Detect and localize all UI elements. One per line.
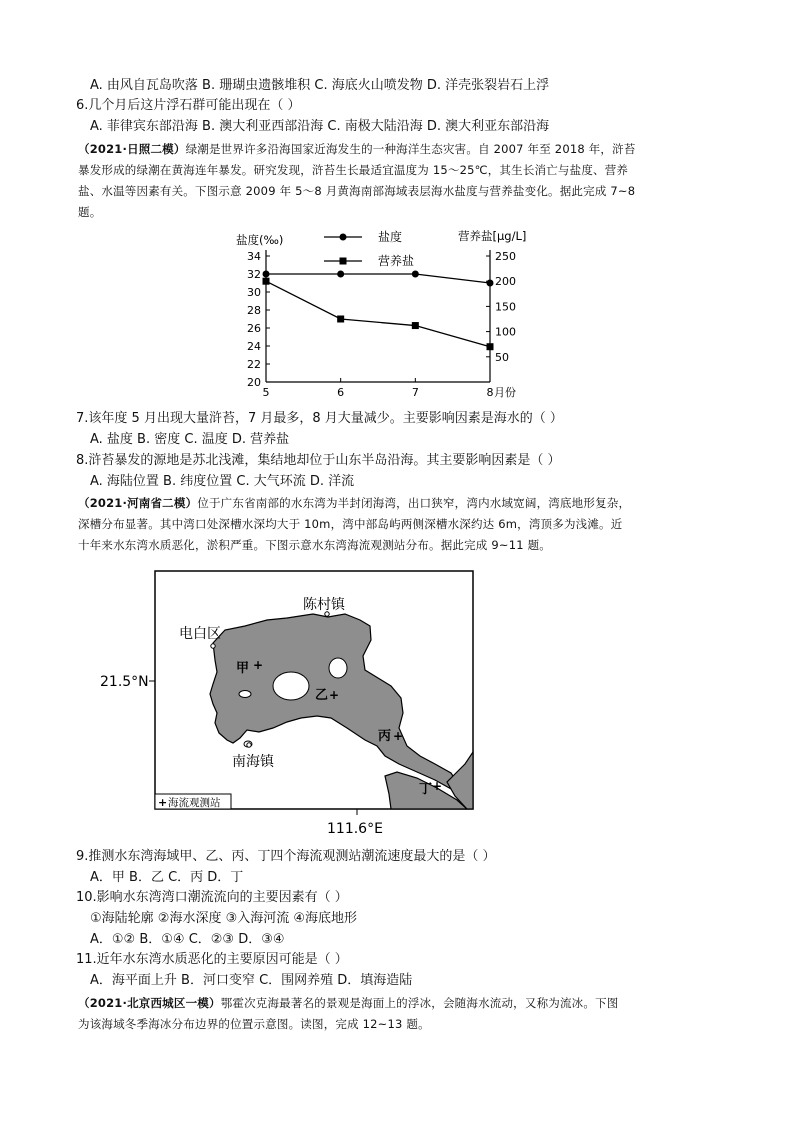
left-tick-label: 32 [247,268,261,281]
q8-options: A. 海陆位置 B. 纬度位置 C. 大气环流 D. 洋流 [90,474,355,489]
station-bing-label: 丙 [378,729,392,744]
island-west [239,691,251,698]
salinity-point [337,271,344,278]
q10-factors: ①海陆轮廓 ②海水深度 ③入海河流 ④海底地形 [90,911,358,926]
nutrient-point [487,343,494,350]
salinity-point [263,271,270,278]
left-axis-title: 盐度(‰) [236,233,284,247]
intro-rizhao-text1: 绿潮是世界许多沿海国家近海发生的一种海洋生态灾害。自 2007 年至 2018 年，浒苔 [185,142,636,156]
left-tick-label: 28 [247,304,261,317]
series-line-1 [266,281,490,347]
q9-options: A．甲 B．乙 C．丙 D．丁 [90,870,244,885]
x-tick-label: 7 [411,386,419,399]
nutrient-point [263,278,270,285]
town-dianbai-label: 电白区 [179,626,221,642]
x-tick-label: 5 [262,386,270,399]
q9-stem: 9.推测水东湾海域甲、乙、丙、丁四个海流观测站潮流速度最大的是（ ） [76,849,496,864]
town-dianbai-dot [211,644,215,648]
island-north [329,658,347,678]
station-jia-marker: + [253,658,264,672]
source-rizhao: （2021·日照二模） [78,142,186,156]
intro-henan-line3: 十年来水东湾水质恶化，淤积严重。下图示意水东湾海流观测站分布。据此完成 9~11 题。 [78,538,551,552]
station-ding-label: 丁 [419,782,433,797]
right-tick-label: 100 [495,325,516,339]
x-tick-label: 6 [337,386,345,399]
q11-options: A．海平面上升 B．河口变窄 C．围网养殖 D．填海造陆 [90,973,413,988]
station-jia-label: 甲 [236,661,250,676]
town-chencun-label: 陈村镇 [303,597,345,613]
nutrient-point [337,316,344,323]
left-tick-label: 20 [247,376,261,389]
intro-henan-line1 [78,494,630,512]
nutrient-point [412,322,419,329]
series-line-0 [266,274,490,283]
intro-beijing-line1 [78,994,618,1012]
q10-options: A．①② B．①④ C．②③ D．③④ [90,932,285,947]
intro-henan-line2: 深槽分布显著。其中湾口处深槽水深均大于 10m，湾中部岛屿两侧深槽水深约达 6m，湾顶多为浅滩。近 [78,517,623,531]
right-tick-label: 50 [495,350,509,364]
intro-beijing-text1: 鄂霍次克海最著名的景观是海面上的浮冰，会随海水流动，又称为流冰。下图 [220,996,619,1010]
legend-marker-square [340,258,347,265]
q6-options: A. 菲律宾东部沿海 B. 澳大利亚西部沿海 C. 南极大陆沿海 D. 澳大利亚东部沿海 [90,119,550,134]
intro-rizhao-line1 [78,140,636,158]
x-tick-label: 8 [486,386,494,399]
q6-stem: 6.几个月后这片浮石群可能出现在（ ） [76,98,301,113]
x-axis-label: 月份 [494,386,516,399]
salinity-point [487,280,494,287]
left-tick-label: 22 [247,358,261,371]
legend-label-1: 营养盐 [378,254,415,268]
left-tick-label: 34 [247,250,261,263]
town-nanhai-label: 南海镇 [232,754,274,770]
source-beijing: （2021·北京西城区一模） [78,996,221,1010]
q11-stem: 11.近年水东湾水质恶化的主要原因可能是（ ） [76,952,348,967]
map-legend-label: 海流观测站 [168,797,221,809]
q5-options: A. 由风自瓦岛吹落 B. 珊瑚虫遗骸堆积 C. 海底火山喷发物 D. 洋壳张裂岩石上浮 [90,78,550,93]
right-axis-title: 营养盐[μg/L] [458,229,527,243]
right-tick-label: 150 [495,300,516,314]
salinity-nutrient-chart [228,226,558,402]
latitude-label: 21.5°N [100,674,149,690]
intro-rizhao-line3: 盐、水温等因素有关。下图示意 2009 年 5～8 月黄海南部海域表层海水盐度与营养盐变化。据此完成 7~8 [78,184,636,198]
intro-rizhao-line4: 题。 [78,205,102,219]
longitude-label: 111.6°E [327,821,383,837]
legend-label-0: 盐度 [378,230,403,244]
q7-options: A. 盐度 B. 密度 C. 温度 D. 营养盐 [90,432,290,447]
right-tick-label: 250 [495,250,516,263]
source-henan: （2021·河南省二模） [78,496,198,510]
q8-stem: 8.浒苔暴发的源地是苏北浅滩，集结地却位于山东半岛沿海。其主要影响因素是（ ） [76,453,561,468]
town-nanhai-dot [247,743,251,747]
salinity-point [412,271,419,278]
left-tick-label: 24 [247,340,261,353]
right-tick-label: 200 [495,275,516,289]
station-yi-label: 乙 [315,688,329,703]
shuidong-bay-map [95,568,490,843]
left-tick-label: 26 [247,322,261,335]
map-legend-marker: + [158,796,168,809]
intro-rizhao-line2: 暴发形成的绿潮在黄海连年暴发。研究发现，浒苔生长最适宜温度为 15～25℃，其生长消亡与盐度、营养 [78,163,629,177]
station-bing-marker: + [393,729,404,743]
intro-beijing-line2: 为该海域冬季海冰分布边界的位置示意图。读图，完成 12~13 题。 [78,1017,430,1031]
station-yi-marker: + [329,688,340,702]
q7-stem: 7.该年度 5 月出现大量浒苔，7 月最多，8 月大量减少。主要影响因素是海水的（ ） [76,411,563,426]
left-tick-label: 30 [247,286,261,299]
station-ding-marker: + [432,779,443,793]
intro-henan-text1: 位于广东省南部的水东湾为半封闭海湾，出口狭窄，湾内水域宽阔，湾底地形复杂， [197,496,631,510]
q10-stem: 10.影响水东湾湾口潮流流向的主要因素有（ ） [76,890,348,905]
island-large [273,672,309,700]
legend-marker-circle [340,234,347,241]
